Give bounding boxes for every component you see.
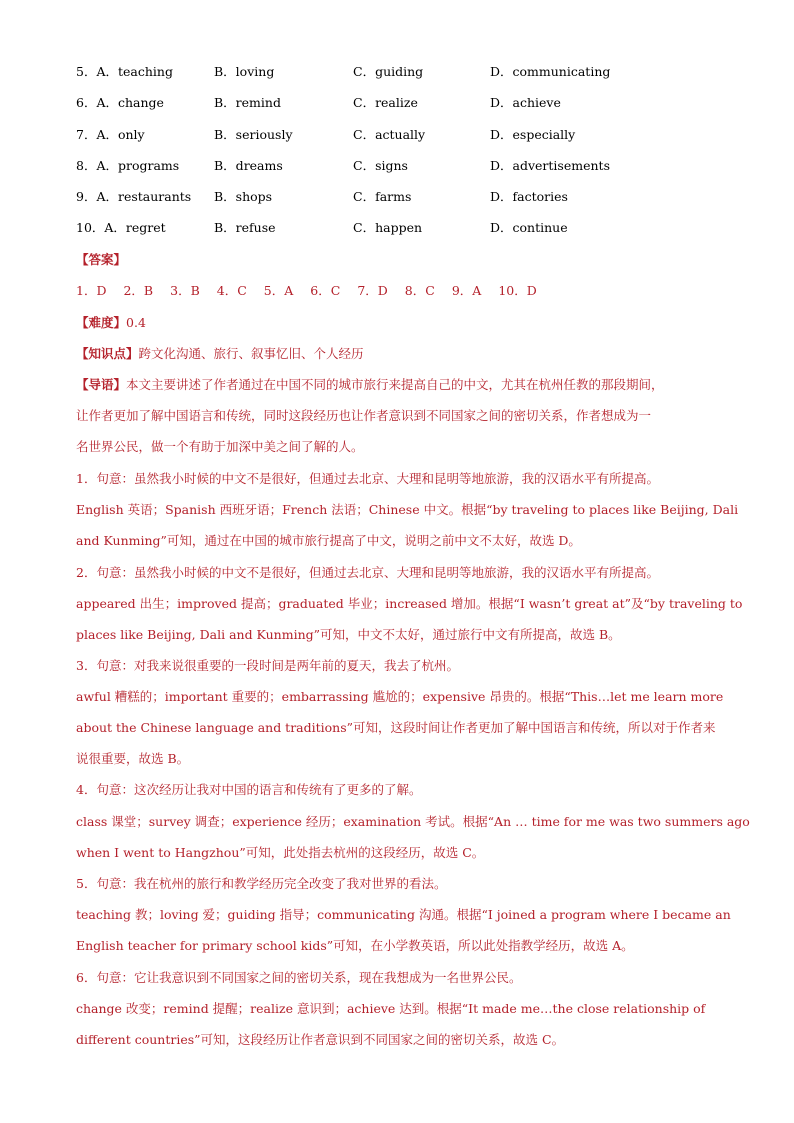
option-d: D．continue <box>490 220 568 235</box>
knowledge-value: 跨文化沟通、旅行、叙事忆旧、个人经历 <box>138 346 364 361</box>
option-b: B．loving <box>214 64 275 79</box>
explanation-line: 4．句意：这次经历让我对中国的语言和传统有了更多的了解。 <box>76 782 422 797</box>
option-d: D．achieve <box>490 95 561 110</box>
option-a: 9．A．restaurants <box>76 189 192 204</box>
explanation-line: 5．句意：我在杭州的旅行和教学经历完全改变了我对世界的看法。 <box>76 876 447 891</box>
guide-line <box>76 375 726 395</box>
answer-item: 4．C <box>216 283 247 298</box>
explanation-line: 6．句意：它让我意识到不同国家之间的密切关系，现在我想成为一名世界公民。 <box>76 970 522 985</box>
option-a: 5．A．teaching <box>76 64 173 79</box>
option-b: B．refuse <box>214 220 276 235</box>
option-c: C．farms <box>353 189 412 204</box>
explanation-line: places like Beijing, Dali and Kunming”可知，中文不太好，通过旅行中文有所提高，故选 B。 <box>76 627 621 642</box>
option-a: 10．A．regret <box>76 220 166 235</box>
answer-list <box>76 281 726 301</box>
guide-text: 本文主要讲述了作者通过在中国不同的城市旅行来提高自己的中文，尤其在杭州任教的那段期间， <box>126 377 664 392</box>
option-c: C．realize <box>353 95 418 110</box>
option-b: B．seriously <box>214 127 293 142</box>
answer-item: 9．A <box>451 283 482 298</box>
explanation-line: awful 糟糕的；important 重要的；embarrassing 尴尬的；expensive 昂贵的。根据“This…let me learn more <box>76 689 724 704</box>
guide-line: 名世界公民，做一个有助于加深中美之间了解的人。 <box>76 439 364 454</box>
difficulty-value: 0.4 <box>126 315 146 330</box>
answer-item: 3．B <box>170 283 200 298</box>
option-c: C．signs <box>353 158 408 173</box>
explanation-line: change 改变；remind 提醒；realize 意识到；achieve 达到。根据“It made me…the close relationship of <box>76 1001 706 1016</box>
explanation-line: 3．句意：对我来说很重要的一段时间是两年前的夏天，我去了杭州。 <box>76 658 459 673</box>
explanation-line: different countries”可知，这段经历让作者意识到不同国家之间的密切关系，故选 C。 <box>76 1032 565 1047</box>
guide-tag: 【导语】 <box>76 377 127 392</box>
explanation-line: 2．句意：虽然我小时候的中文不是很好，但通过去北京、大理和昆明等地旅游，我的汉语水平有所提高。 <box>76 565 659 580</box>
option-c: C．happen <box>353 220 423 235</box>
option-d: D．communicating <box>490 64 611 79</box>
explanation-line: appeared 出生；improved 提高；graduated 毕业；increased 增加。根据“I wasn’t great at”及“by traveling to <box>76 596 743 611</box>
answer-item: 2．B <box>123 283 154 298</box>
explanation-line: English 英语；Spanish 西班牙语；French 法语；Chinese 中文。根据“by traveling to places like Beijing, Dali <box>76 502 739 517</box>
answer-item: 7．D <box>357 283 388 298</box>
option-a: 7．A．only <box>76 127 145 142</box>
answer-item: 6．C <box>310 283 341 298</box>
answer-item: 5．A <box>263 283 294 298</box>
explanation-line: English teacher for primary school kids”可知，在小学教英语，所以此处指教学经历，故选 A。 <box>76 938 634 953</box>
option-a: 8．A．programs <box>76 158 180 173</box>
guide-line: 让作者更加了解中国语言和传统，同时这段经历也让作者意识到不同国家之间的密切关系，作者想成为一 <box>76 408 652 423</box>
option-a: 6．A．change <box>76 95 164 110</box>
explanation-line: class 课堂；survey 调查；experience 经历；examination 考试。根据“An … time for me was two summers ago <box>76 814 750 829</box>
option-c: C．guiding <box>353 64 424 79</box>
answer-item: 8．C <box>404 283 435 298</box>
explanation-line: when I went to Hangzhou”可知，此处指去杭州的这段经历，故选 C。 <box>76 845 485 860</box>
answer-tag: 【答案】 <box>76 252 127 267</box>
answer-item: 1．D <box>76 283 107 298</box>
option-b: B．shops <box>214 189 273 204</box>
explanation-line: teaching 教；loving 爱；guiding 指导；communicating 沟通。根据“I joined a program where I became an <box>76 907 731 922</box>
difficulty-line <box>76 313 726 333</box>
option-c: C．actually <box>353 127 426 142</box>
option-b: B．dreams <box>214 158 283 173</box>
knowledge-line <box>76 344 726 364</box>
explanation-line: and Kunming”可知，通过在中国的城市旅行提高了中文，说明之前中文不太好，故选 D。 <box>76 533 581 548</box>
option-b: B．remind <box>214 95 281 110</box>
answer-item: 10．D <box>498 283 537 298</box>
option-d: D．especially <box>490 127 576 142</box>
knowledge-tag: 【知识点】 <box>76 346 139 361</box>
option-d: D．advertisements <box>490 158 610 173</box>
explanation-line: 1．句意：虽然我小时候的中文不是很好，但通过去北京、大理和昆明等地旅游，我的汉语水平有所提高。 <box>76 471 659 486</box>
difficulty-tag: 【难度】 <box>76 315 127 330</box>
explanation-line: 说很重要，故选 B。 <box>76 751 190 766</box>
option-d: D．factories <box>490 189 568 204</box>
explanation-line: about the Chinese language and traditions”可知，这段时间让作者更加了解中国语言和传统，所以对于作者来 <box>76 720 716 735</box>
